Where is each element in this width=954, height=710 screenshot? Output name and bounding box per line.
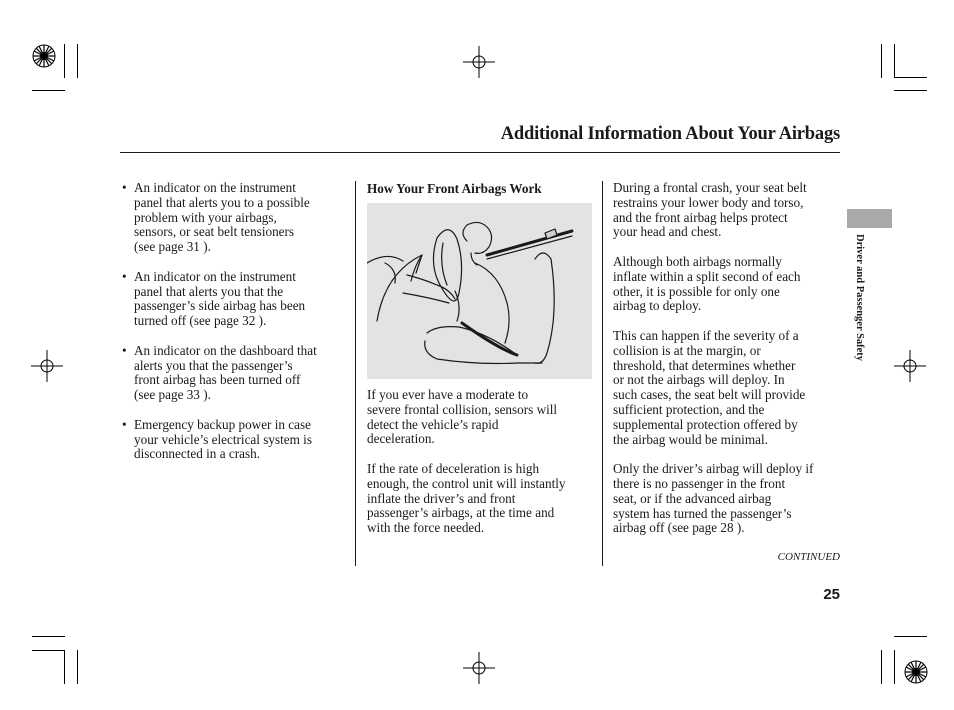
- paragraph: If you ever have a moderate to severe frontal collision, sensors will detect the vehicle’s rapid deceleration.: [367, 387, 558, 447]
- crop-line: [894, 44, 895, 78]
- airbag-deployment-illustration: [367, 203, 592, 379]
- bullet-icon: •: [122, 180, 127, 195]
- page-title: Additional Information About Your Airbags: [500, 124, 840, 144]
- paragraph: This can happen if the severity of a collision is at the margin, or threshold, that determines whether or not the airbags will deploy. In such cases, the seat belt will provide sufficient protection, and the supplemental protection offered by the airbag would be minimal.: [613, 327, 806, 447]
- paragraph: Only the driver’s airbag will deploy if there is no passenger in the front seat, or if the advanced airbag system has turned the passenger’s airbag off (see page 28 ).: [613, 461, 814, 536]
- crop-line: [64, 650, 65, 684]
- feature-bullet-list: [122, 181, 350, 477]
- bullet-icon: •: [122, 416, 127, 432]
- registration-crosshair-icon: [463, 46, 495, 78]
- registration-crosshair-icon: [894, 350, 926, 382]
- middle-body-text: [367, 388, 597, 551]
- list-item: • An indicator on the dashboard that alerts you that the passenger’s front airbag has been turned off (see page 33 ).: [122, 342, 317, 403]
- crop-line: [894, 650, 895, 684]
- crop-line: [881, 650, 882, 684]
- paragraph: If the rate of deceleration is high enough, the control unit will instantly inflate the driver’s and front passenger’s airbags, at the time and with the force needed.: [367, 460, 566, 536]
- list-item: • Emergency backup power in case your vehicle’s electrical system is disconnected in a crash.: [122, 416, 312, 462]
- airbag-illustration: [367, 203, 592, 379]
- list-item: • An indicator on the instrument panel that alerts you that the passenger’s side airbag has been turned off (see page 32 ).: [122, 268, 306, 329]
- paragraph: Although both airbags normally inflate within a split second of each other, it is possible for only one airbag to deploy.: [613, 253, 801, 314]
- continued-label: CONTINUED: [777, 551, 840, 563]
- bullet-icon: •: [122, 342, 127, 358]
- right-body-text: [613, 181, 841, 551]
- registration-sunburst-icon: [902, 658, 930, 686]
- section-tab: [847, 209, 892, 228]
- crop-line: [894, 636, 927, 637]
- title-rule: [120, 152, 840, 153]
- page-number: 25: [823, 586, 840, 603]
- registration-crosshair-icon: [31, 350, 63, 382]
- crop-line: [64, 44, 65, 78]
- crop-line: [32, 636, 65, 637]
- crop-line: [77, 44, 78, 78]
- crop-line: [894, 90, 927, 91]
- crop-line: [881, 44, 882, 78]
- crop-line: [32, 650, 65, 651]
- section-tab-label: Driver and Passenger Safety: [854, 234, 865, 362]
- crop-line: [894, 77, 927, 78]
- column-divider: [355, 181, 356, 566]
- crop-line: [77, 650, 78, 684]
- list-item: • An indicator on the instrument panel that alerts you to a possible problem with your airbags, sensors, or seat belt tensioners (see page 31 ).: [122, 180, 310, 255]
- section-heading: How Your Front Airbags Work: [367, 181, 542, 196]
- crop-line: [32, 90, 65, 91]
- registration-sunburst-icon: [30, 42, 58, 70]
- registration-crosshair-icon: [463, 652, 495, 684]
- bullet-icon: •: [122, 268, 127, 284]
- column-divider: [602, 181, 603, 566]
- paragraph: During a frontal crash, your seat belt restrains your lower body and torso, and the front airbag helps protect your head and chest.: [613, 180, 807, 240]
